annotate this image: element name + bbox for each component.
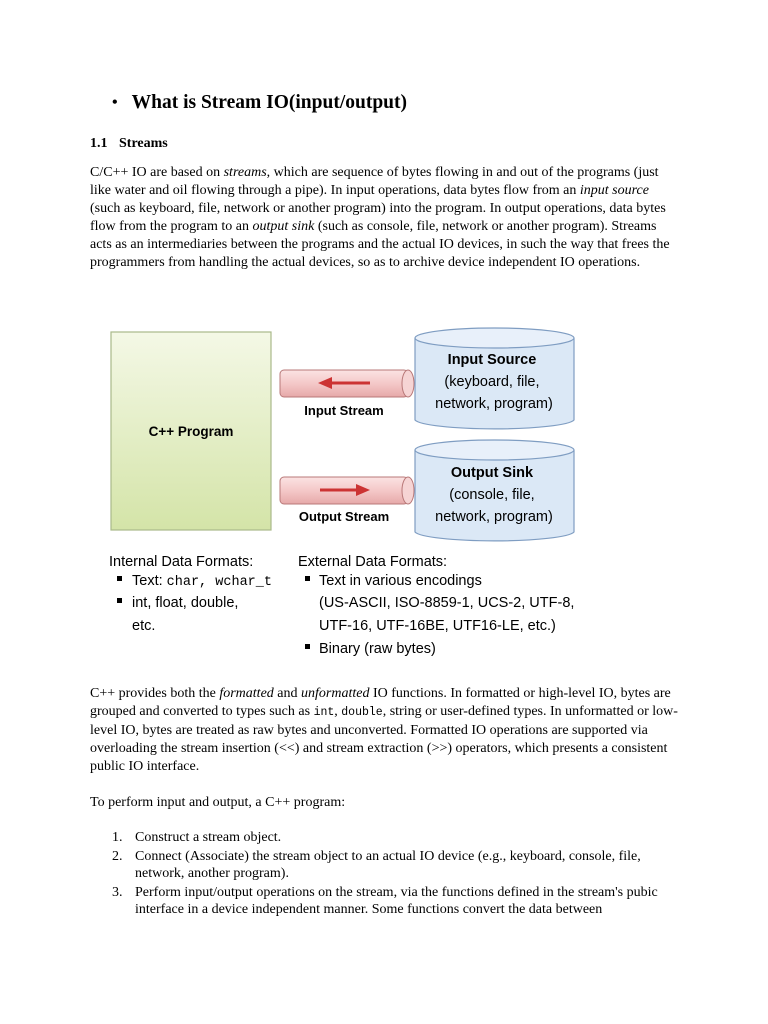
- input-stream-label: Input Stream: [304, 403, 384, 418]
- list-item: [112, 829, 682, 847]
- heading-text: What is Stream IO(input/output): [131, 92, 407, 113]
- list-item-number: 3.: [112, 884, 123, 900]
- steps-list: [112, 829, 682, 920]
- input-stream-pipe: [280, 370, 414, 397]
- italic-term: streams: [223, 165, 267, 180]
- list-item-number: 1.: [112, 830, 123, 845]
- external-item-binary: Binary (raw bytes): [319, 641, 436, 657]
- input-source-text: [435, 352, 553, 412]
- output-stream-label: Output Stream: [298, 509, 390, 524]
- output-sink-line3: network, program): [435, 509, 553, 525]
- paragraph-perform-io: To perform input and output, a C++ program:: [90, 795, 346, 810]
- subsection-title: [90, 136, 168, 152]
- section-heading: [112, 92, 407, 114]
- italic-term: formatted: [219, 686, 274, 701]
- external-item-text: Text in various encodings: [319, 573, 482, 589]
- text-run: (such as console, file, network or another program). Streams acts as an intermediaries between the programs and the actual IO devices, in such the way that frees the programmers from handling the actual devices, so as to archive device independent IO operations.: [90, 219, 670, 270]
- paragraph-streams-intro: [90, 164, 680, 272]
- subsection-text: Streams: [119, 136, 168, 151]
- bullet-square-icon: [117, 598, 122, 603]
- output-stream-pipe: [280, 477, 414, 504]
- internal-item-numeric: int, float, double,: [132, 595, 239, 611]
- text-run: , string or user-defined types. In unformatted or low-level IO, bytes are treated as raw bytes and unconverted. Formatted IO operations are supported via overloading the stream insertion (<<) and stream extraction (>>) operators, which presents a consistent public IO interface.: [90, 704, 678, 774]
- internal-item-numeric-cont: etc.: [132, 618, 156, 634]
- cpp-program-label: C++ Program: [148, 424, 234, 439]
- list-item-number: 2.: [112, 848, 123, 864]
- list-item-text: Perform input/output operations on the stream, via the functions defined in the stream's pubic interface in a device independent manner. Some functions convert the data between: [135, 884, 658, 917]
- text-run: ,: [334, 704, 342, 719]
- paragraph-formatted-io: [90, 685, 680, 776]
- output-sink-line2: (console, file,: [449, 487, 535, 503]
- list-item-text: Construct a stream object.: [135, 830, 282, 845]
- text-run: C/C++ IO are based on: [90, 165, 224, 180]
- bullet-square-icon: [305, 644, 310, 649]
- internal-formats-title: Internal Data Formats:: [109, 554, 254, 570]
- output-sink-text: [435, 465, 553, 525]
- text-run: C++ provides both the: [90, 686, 220, 701]
- list-item: [112, 884, 682, 919]
- italic-term: unformatted: [301, 686, 370, 701]
- text-run: (such as keyboard, file, network or another program) into the program. In output operations, data bytes flow from the program to an: [90, 201, 666, 234]
- list-item-text: Connect (Associate) the stream object to an actual IO device (e.g., keyboard, console, file, network, another program).: [135, 848, 641, 881]
- code-term: double: [341, 706, 383, 719]
- external-item-text-line3: UTF-16, UTF-16BE, UTF16-LE, etc.): [319, 618, 556, 634]
- external-formats-title: External Data Formats:: [298, 554, 448, 570]
- input-source-line2: (keyboard, file,: [444, 374, 540, 390]
- bullet-square-icon: [117, 576, 122, 581]
- subsection-number: 1.1: [90, 136, 108, 151]
- text-run: and: [273, 686, 302, 701]
- stream-io-diagram: [108, 326, 588, 666]
- text-run: , which are sequence of bytes flowing in and out of the programs (just like water and oil flowing through a pipe). In input operations, data bytes flow from an: [90, 165, 659, 198]
- external-item-text-line2: (US-ASCII, ISO-8859-1, UCS-2, UTF-8,: [319, 595, 575, 611]
- bullet-square-icon: [305, 576, 310, 581]
- internal-item-text: Text: char, wchar_t: [132, 573, 272, 590]
- text-run: IO functions. In formatted or high-level IO, bytes are grouped and converted to types such as: [90, 686, 671, 719]
- code-term: int: [313, 706, 335, 719]
- heading-bullet: •: [112, 94, 118, 111]
- input-source-line3: network, program): [435, 396, 553, 412]
- output-sink-title: Output Sink: [450, 465, 534, 481]
- list-item: [112, 848, 682, 883]
- input-source-title: Input Source: [447, 352, 537, 368]
- italic-term: input source: [579, 183, 649, 198]
- italic-term: output sink: [252, 219, 315, 234]
